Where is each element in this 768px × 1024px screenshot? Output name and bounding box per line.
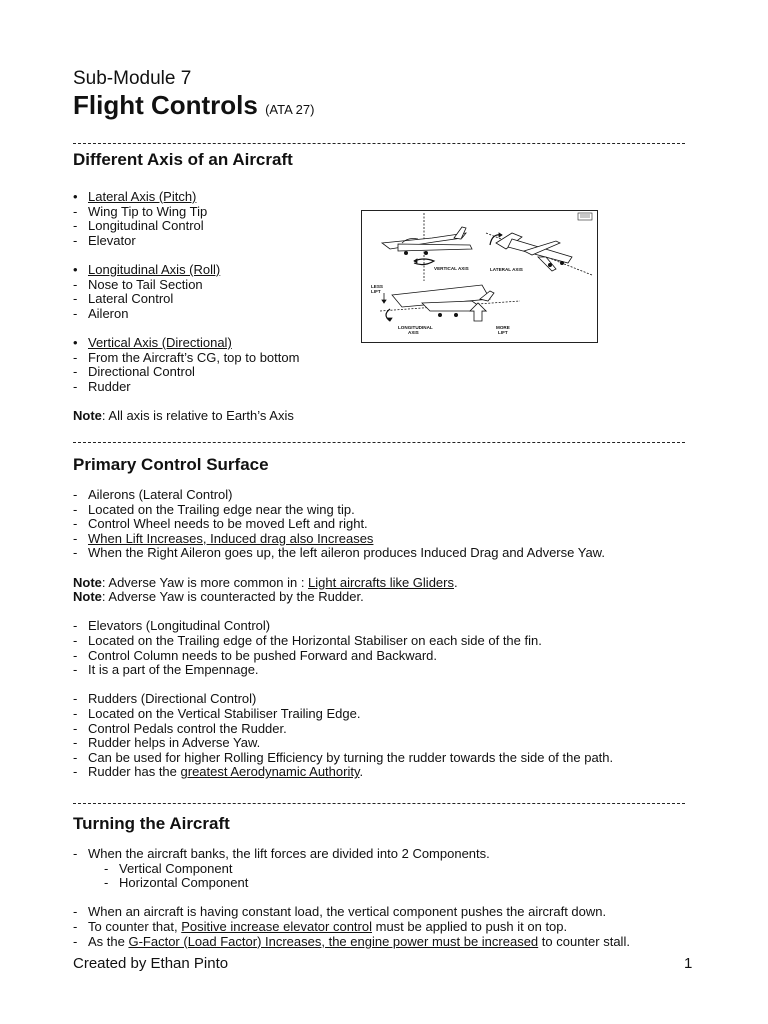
list-item: - Elevator — [73, 232, 136, 248]
list-item: - Control Wheel needs to be moved Left and right. — [73, 516, 368, 532]
section-divider — [73, 803, 685, 804]
page-number: 1 — [684, 955, 693, 972]
list-item: - Ailerons (Lateral Control) — [73, 487, 233, 502]
axis-list — [73, 190, 299, 424]
axis-label: AXIS — [408, 330, 419, 335]
list-item: - When Lift Increases, Induced drag also Increases — [73, 530, 374, 546]
list-item: - As the G-Factor (Load Factor) Increases, the engine power must be increased to counter stall. — [73, 933, 630, 949]
list-item: - Rudders (Directional Control) — [73, 691, 257, 707]
list-item: - Vertical Component — [104, 860, 233, 876]
corner-mark-icon — [578, 213, 592, 220]
list-item: - Elevators (Longitudinal Control) — [73, 618, 271, 634]
page-title — [73, 90, 314, 121]
list-item: - Control Column needs to be pushed Forward and Backward. — [73, 647, 438, 663]
list-item: - From the Aircraft’s CG, top to bottom — [73, 349, 300, 365]
submodule-label: Sub-Module 7 — [73, 68, 192, 89]
more-lift-label: LIFT — [498, 330, 508, 335]
section-divider — [73, 442, 685, 443]
section-heading-axis: Different Axis of an Aircraft — [73, 150, 293, 169]
list-item: - Can be used for higher Rolling Efficiency by turning the rudder towards the side of the path. — [73, 749, 614, 765]
list-item: - It is a part of the Empennage. — [73, 662, 259, 678]
note: Note: Adverse Yaw is counteracted by the Rudder. — [73, 589, 364, 605]
list-item: • Lateral Axis (Pitch) — [73, 189, 197, 204]
list-item: - When the Right Aileron goes up, the left aileron produces Induced Drag and Adverse Yaw. — [73, 545, 605, 561]
list-item: • Vertical Axis (Directional) — [73, 334, 232, 350]
less-label: LESS — [371, 284, 383, 289]
list-item: - To counter that, Positive increase elevator control must be applied to push it on top. — [73, 918, 568, 934]
list-item: - Nose to Tail Section — [73, 276, 203, 292]
note: Note: Adverse Yaw is more common in : Light aircrafts like Gliders. — [73, 574, 458, 590]
list-item: - Control Pedals control the Rudder. — [73, 720, 287, 736]
aircraft-axes-illustration — [362, 211, 596, 341]
list-item: - When the aircraft banks, the lift forces are divided into 2 Components. — [73, 846, 490, 861]
lift-label: LIFT — [371, 289, 381, 294]
list-item: - Longitudinal Control — [73, 218, 204, 234]
list-item: - Located on the Trailing edge of the Horizontal Stabiliser on each side of the fin. — [73, 632, 542, 648]
list-item: - Wing Tip to Wing Tip — [73, 203, 208, 219]
list-item: - Located on the Trailing edge near the wing tip. — [73, 501, 355, 517]
list-item: • Longitudinal Axis (Roll) — [73, 261, 221, 277]
vertical-axis-label: VERTICAL AXIS — [434, 266, 469, 271]
list-item: - Located on the Vertical Stabiliser Trailing Edge. — [73, 705, 361, 721]
list-item: - Horizontal Component — [104, 875, 249, 891]
section-heading-turning: Turning the Aircraft — [73, 814, 230, 833]
list-item: - Aileron — [73, 305, 129, 321]
more-label: MORE — [496, 325, 510, 330]
list-item: - Rudder has the greatest Aerodynamic Authority. — [73, 764, 364, 780]
list-item: - When an aircraft is having constant load, the vertical component pushes the aircraft down. — [73, 904, 607, 920]
longitudinal-axis-plane-icon — [380, 285, 520, 321]
section-divider — [73, 143, 685, 144]
list-item: - Lateral Control — [73, 291, 174, 307]
aircraft-axes-figure — [361, 210, 598, 343]
ata-code: (ATA 27) — [265, 102, 315, 117]
title-text: Flight Controls — [73, 90, 258, 120]
turning-list — [73, 847, 630, 949]
section-heading-primary: Primary Control Surface — [73, 455, 269, 474]
primary-control-list — [73, 488, 613, 780]
longitudinal-label: LONGITUDINAL — [398, 325, 433, 330]
list-item: - Rudder helps in Adverse Yaw. — [73, 735, 261, 751]
list-item: - Rudder — [73, 378, 131, 394]
note: Note: All axis is relative to Earth’s Axis — [73, 407, 294, 423]
lateral-axis-label: LATERAL AXIS — [490, 267, 523, 272]
list-item: - Directional Control — [73, 364, 195, 380]
footer-author: Created by Ethan Pinto — [73, 955, 229, 972]
